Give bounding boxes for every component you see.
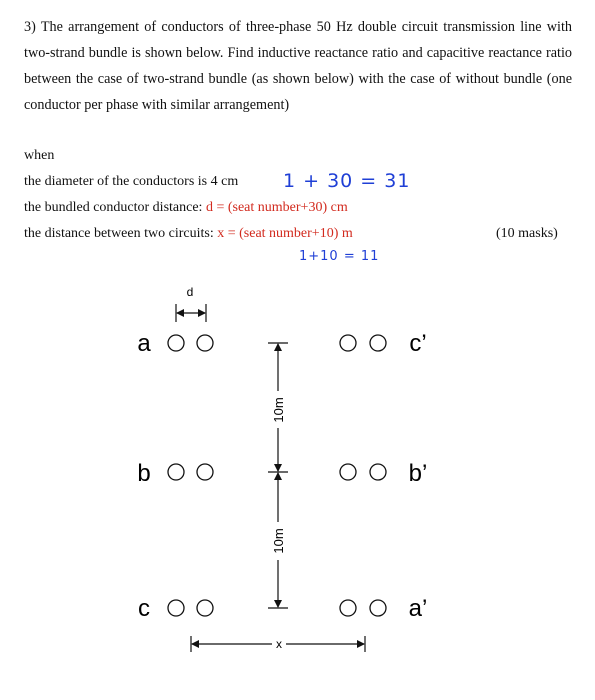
bundle-distance-formula: d = (seat number+30) cm [205,200,348,215]
conductor-c-prime-2 [370,335,386,351]
phase-b-label: b [137,460,151,487]
phase-c-prime-label: c’ [409,330,427,357]
conductor-b-prime-1 [340,464,356,480]
handwritten-circuit-calc: 1+10 = 11 [299,249,380,264]
phase-c-label: c [138,595,150,622]
problem-statement: 3) The arrangement of conductors of three-phase 50 Hz double circuit transmission line with two-strand bundle is shown below. Find inductive reactance ratio and capacitive reactance ratio between the case of two-strand bundle (as shown below) with the case of without bundle (one conductor per phase with similar arrangement) [24,19,572,113]
circuit-distance-formula: x = (seat number+10) m [217,226,353,241]
conductor-c-prime-1 [340,335,356,351]
circuit-distance-label: the distance between two circuits: [24,226,218,241]
conductor-c1 [168,600,184,616]
phase-a-prime-label: a’ [408,595,428,622]
conductor-c2 [197,600,213,616]
phase-a-label: a [137,330,151,357]
handwritten-bundle-calc: 1 + 30 = 31 [283,170,411,192]
conductor-a2 [197,335,213,351]
conductor-b2 [197,464,213,480]
conductor-b-prime-2 [370,464,386,480]
x-label: x [276,637,282,651]
bundle-distance-label: the bundled conductor distance: [24,200,206,215]
d-label: d [186,285,194,299]
conductor-a-prime-2 [370,600,386,616]
upper-spacing-label: 10m [271,397,286,423]
conductor-b1 [168,464,184,480]
conductor-a-prime-1 [340,600,356,616]
conductor-a1 [168,335,184,351]
lower-spacing-label: 10m [271,528,286,554]
when-label: when [24,148,55,163]
marks-label: (10 masks) [496,226,558,241]
phase-b-prime-label: b’ [408,460,428,487]
diameter-condition: the diameter of the conductors is 4 cm [24,174,239,189]
